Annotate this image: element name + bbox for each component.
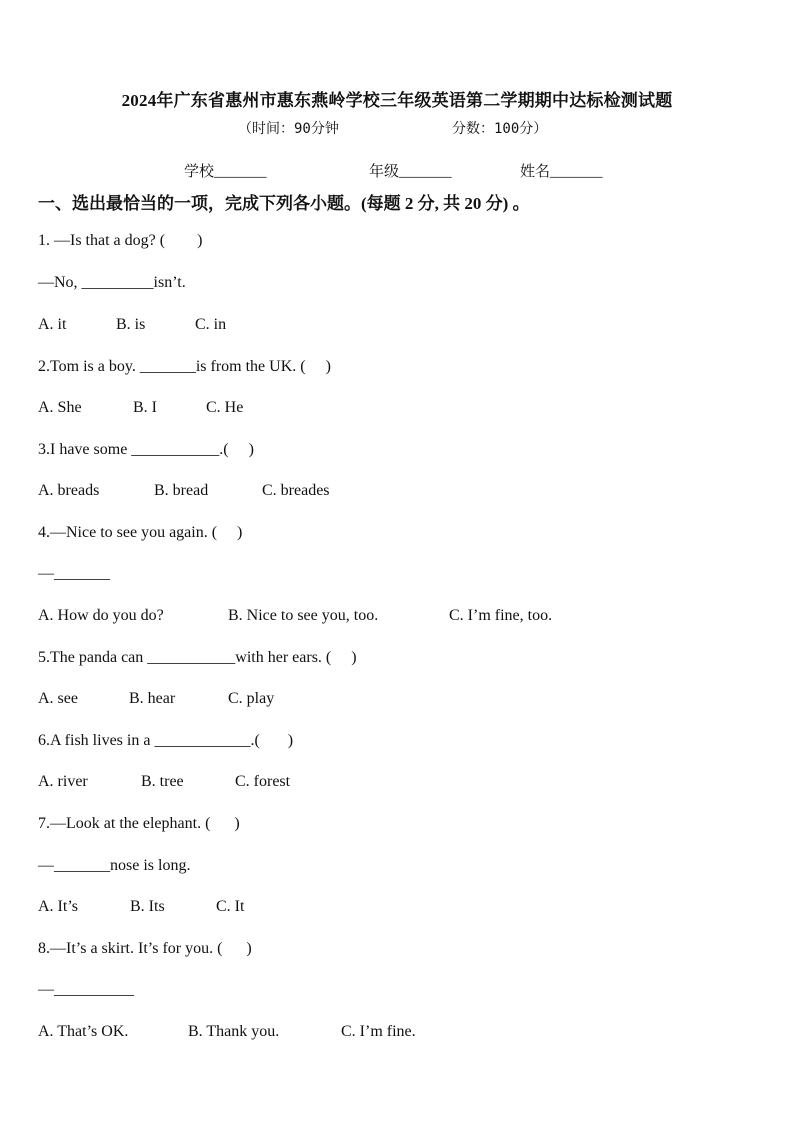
question-4-option-b: B. Nice to see you, too. xyxy=(228,607,379,624)
question-6-option-b: B. tree xyxy=(141,773,184,790)
question-8-option-b: B. Thank you. xyxy=(188,1023,280,1040)
name-field: 姓名_______ xyxy=(520,164,603,180)
question-8-option-c: C. I’m fine. xyxy=(341,1023,416,1040)
question-1-answer-line: —No, _________isn’t. xyxy=(38,274,186,291)
question-2-stem: 2.Tom is a boy. _______is from the UK. ( ) xyxy=(38,358,331,375)
question-6-option-c: C. forest xyxy=(235,773,291,790)
section-heading: 一、选出最恰当的一项，完成下列各小题。(每题 2 分, 共 20 分) 。 xyxy=(38,194,530,213)
question-8-option-a: A. That’s OK. xyxy=(38,1023,129,1040)
question-7-stem: 7.—Look at the elephant. ( ) xyxy=(38,815,240,832)
exam-title: 2024年广东省惠州市惠东燕岭学校三年级英语第二学期期中达标检测试题 xyxy=(121,91,673,110)
question-5-stem: 5.The panda can ___________with her ears. ( ) xyxy=(38,649,357,666)
question-2-option-a: A. She xyxy=(38,399,82,416)
question-3-stem: 3.I have some ___________.( ) xyxy=(38,441,254,458)
exam-score: 分数：100分） xyxy=(452,121,548,137)
question-5-option-b: B. hear xyxy=(129,690,176,707)
question-8-answer-line: —__________ xyxy=(38,981,134,998)
question-4-option-c: C. I’m fine, too. xyxy=(449,607,553,624)
grade-field: 年级_______ xyxy=(369,164,452,180)
question-8-stem: 8.—It’s a skirt. It’s for you. ( ) xyxy=(38,940,252,957)
question-5-option-c: C. play xyxy=(228,690,275,707)
question-4-answer-line: —_______ xyxy=(38,565,110,582)
question-4-option-a: A. How do you do? xyxy=(38,607,164,624)
question-1-option-b: B. is xyxy=(116,316,146,333)
school-field: 学校_______ xyxy=(184,164,267,180)
question-6-stem: 6.A fish lives in a ____________.( ) xyxy=(38,732,294,749)
question-7-option-a: A. It’s xyxy=(38,898,78,915)
question-1-option-a: A. it xyxy=(38,316,67,333)
question-2-option-c: C. He xyxy=(206,399,244,416)
question-2-option-b: B. I xyxy=(133,399,157,416)
question-7-option-b: B. Its xyxy=(130,898,165,915)
question-4-stem: 4.—Nice to see you again. ( ) xyxy=(38,524,243,541)
question-7-option-c: C. It xyxy=(216,898,245,915)
exam-time: （时间：90分钟 xyxy=(238,121,339,137)
question-6-option-a: A. river xyxy=(38,773,88,790)
question-3-option-b: B. bread xyxy=(154,482,209,499)
question-1-option-c: C. in xyxy=(195,316,227,333)
question-7-answer-line: —_______nose is long. xyxy=(38,857,191,874)
question-3-option-a: A. breads xyxy=(38,482,100,499)
question-5-option-a: A. see xyxy=(38,690,78,707)
question-1-stem: 1. —Is that a dog? ( ) xyxy=(38,232,203,249)
question-3-option-c: C. breades xyxy=(262,482,330,499)
